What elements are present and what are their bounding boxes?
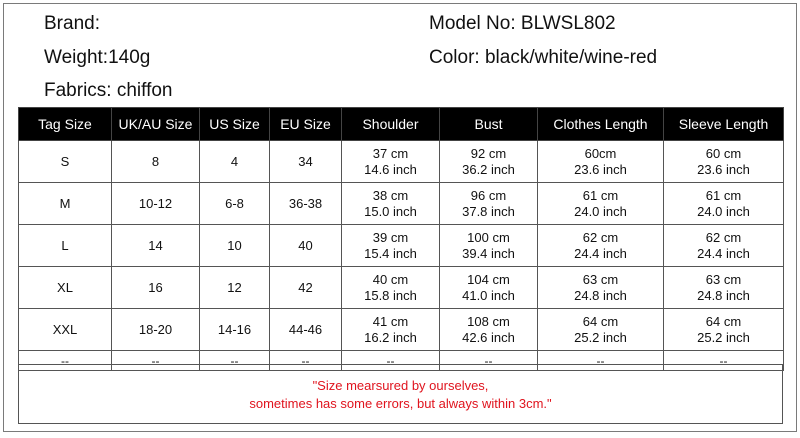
- table-cell: --: [538, 351, 664, 371]
- column-header: Tag Size: [19, 108, 112, 141]
- table-cell: [538, 267, 664, 309]
- inch-value: 15.8 inch: [364, 287, 417, 303]
- table-cell: 10-12: [112, 183, 200, 225]
- inch-value: 24.0 inch: [697, 203, 750, 219]
- cm-value: 64 cm: [582, 313, 619, 329]
- cm-value: 62 cm: [705, 229, 742, 245]
- inch-value: 23.6 inch: [697, 161, 750, 177]
- table-cell: M: [19, 183, 112, 225]
- table-cell: [440, 141, 538, 183]
- table-cell: 42: [270, 267, 342, 309]
- table-cell: 4: [200, 141, 270, 183]
- cm-value: 63 cm: [582, 271, 619, 287]
- table-cell: [538, 183, 664, 225]
- color-info: [429, 41, 657, 75]
- table-cell: [538, 309, 664, 351]
- table-cell: [342, 141, 440, 183]
- table-cell: 34: [270, 141, 342, 183]
- measurement-note: [18, 364, 783, 424]
- cm-value: 40 cm: [372, 271, 409, 287]
- table-cell: [342, 267, 440, 309]
- table-cell: --: [200, 351, 270, 371]
- cm-value: 61 cm: [705, 187, 742, 203]
- column-header: US Size: [200, 108, 270, 141]
- table-cell: --: [664, 351, 784, 371]
- table-cell: 14: [112, 225, 200, 267]
- table-cell: [538, 141, 664, 183]
- cm-value: 61 cm: [582, 187, 619, 203]
- table-cell: [440, 267, 538, 309]
- table-row: [19, 267, 784, 309]
- table-cell: XXL: [19, 309, 112, 351]
- model-value: BLWSL802: [520, 13, 616, 34]
- table-cell: [664, 183, 784, 225]
- color-value: black/white/wine-red: [484, 47, 658, 68]
- size-chart-sheet: [3, 3, 797, 432]
- table-row: [19, 183, 784, 225]
- note-line-2: sometimes has some errors, but always within 3cm.": [249, 396, 552, 411]
- color-label: Color:: [429, 47, 480, 68]
- table-cell: --: [19, 351, 112, 371]
- column-header: EU Size: [270, 108, 342, 141]
- table-cell: [664, 141, 784, 183]
- table-cell: [342, 309, 440, 351]
- table-row: [19, 309, 784, 351]
- inch-value: 24.8 inch: [574, 287, 627, 303]
- table-cell: 8: [112, 141, 200, 183]
- table-header-row: [19, 108, 784, 141]
- table-cell: S: [19, 141, 112, 183]
- table-cell: [664, 309, 784, 351]
- table-cell: --: [342, 351, 440, 371]
- table-cell: 40: [270, 225, 342, 267]
- table-cell: [342, 183, 440, 225]
- inch-value: 16.2 inch: [364, 329, 417, 345]
- brand-label: Brand:: [44, 13, 100, 34]
- inch-value: 24.0 inch: [574, 203, 627, 219]
- cm-value: 60cm: [584, 145, 617, 161]
- column-header: Sleeve Length: [664, 108, 784, 141]
- cm-value: 60 cm: [705, 145, 742, 161]
- table-cell: 14-16: [200, 309, 270, 351]
- cm-value: 37 cm: [372, 145, 409, 161]
- table-row: [19, 141, 784, 183]
- model-number: [429, 7, 616, 41]
- table-cell: [664, 267, 784, 309]
- column-header: Shoulder: [342, 108, 440, 141]
- table-cell: [342, 225, 440, 267]
- table-cell: [440, 309, 538, 351]
- table-row: [19, 225, 784, 267]
- inch-value: 39.4 inch: [462, 245, 515, 261]
- inch-value: 24.8 inch: [697, 287, 750, 303]
- table-cell: 36-38: [270, 183, 342, 225]
- weight-info: Weight:140g: [44, 47, 151, 68]
- size-table: [18, 107, 784, 371]
- cm-value: 62 cm: [582, 229, 619, 245]
- inch-value: 23.6 inch: [574, 161, 627, 177]
- cm-value: 108 cm: [467, 313, 510, 329]
- table-cell: [538, 225, 664, 267]
- table-cell: XL: [19, 267, 112, 309]
- table-cell: --: [112, 351, 200, 371]
- inch-value: 25.2 inch: [697, 329, 750, 345]
- inch-value: 25.2 inch: [574, 329, 627, 345]
- fabrics-info: Fabrics: chiffon: [44, 80, 173, 101]
- table-cell: 44-46: [270, 309, 342, 351]
- inch-value: 36.2 inch: [462, 161, 515, 177]
- table-cell: [440, 225, 538, 267]
- inch-value: 41.0 inch: [462, 287, 515, 303]
- table-cell: 6-8: [200, 183, 270, 225]
- inch-value: 14.6 inch: [364, 161, 417, 177]
- inch-value: 24.4 inch: [574, 245, 627, 261]
- table-cell: 12: [200, 267, 270, 309]
- model-label: Model No:: [429, 13, 516, 34]
- table-cell: 18-20: [112, 309, 200, 351]
- column-header: Clothes Length: [538, 108, 664, 141]
- table-cell: 16: [112, 267, 200, 309]
- cm-value: 96 cm: [470, 187, 507, 203]
- cm-value: 63 cm: [705, 271, 742, 287]
- cm-value: 39 cm: [372, 229, 409, 245]
- cm-value: 64 cm: [705, 313, 742, 329]
- note-line-1: "Size mearsured by ourselves,: [312, 378, 489, 393]
- cm-value: 38 cm: [372, 187, 409, 203]
- inch-value: 15.0 inch: [364, 203, 417, 219]
- cm-value: 100 cm: [467, 229, 510, 245]
- cm-value: 41 cm: [372, 313, 409, 329]
- table-cell: --: [270, 351, 342, 371]
- inch-value: 42.6 inch: [462, 329, 515, 345]
- cm-value: 104 cm: [467, 271, 510, 287]
- table-cell: --: [440, 351, 538, 371]
- column-header: UK/AU Size: [112, 108, 200, 141]
- inch-value: 15.4 inch: [364, 245, 417, 261]
- table-cell: 10: [200, 225, 270, 267]
- table-cell: [664, 225, 784, 267]
- table-cell: L: [19, 225, 112, 267]
- inch-value: 37.8 inch: [462, 203, 515, 219]
- inch-value: 24.4 inch: [697, 245, 750, 261]
- table-cell: [440, 183, 538, 225]
- cm-value: 92 cm: [470, 145, 507, 161]
- column-header: Bust: [440, 108, 538, 141]
